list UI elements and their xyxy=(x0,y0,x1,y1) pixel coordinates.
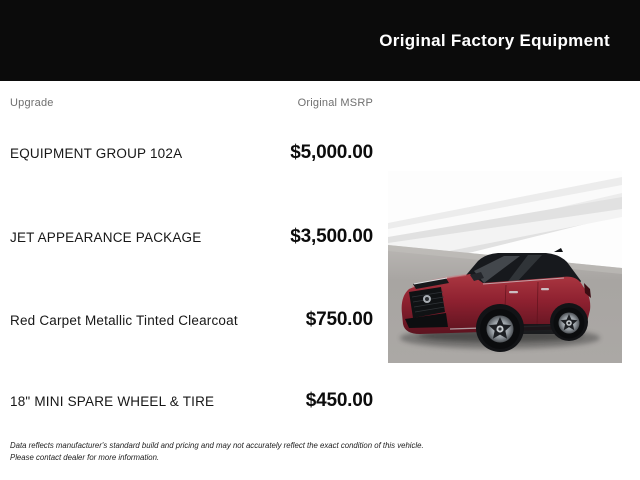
table-row xyxy=(10,390,373,412)
front-wheel xyxy=(480,309,520,349)
table-row xyxy=(10,226,373,248)
column-header-msrp: Original MSRP xyxy=(297,97,373,109)
msrp-value: $3,500.00 xyxy=(290,226,373,247)
page-title: Original Factory Equipment xyxy=(379,30,610,50)
msrp-value: $450.00 xyxy=(305,390,373,411)
vehicle-photo xyxy=(388,171,622,363)
upgrade-label: JET APPEARANCE PACKAGE xyxy=(10,230,202,245)
disclaimer-line-1: Data reflects manufacturer's standard build and pricing and may not accurately reflect the exact condition of this vehicle. xyxy=(10,441,424,450)
vehicle-photo-svg xyxy=(388,171,622,363)
table-row xyxy=(10,142,373,164)
msrp-value: $5,000.00 xyxy=(290,142,373,163)
upgrade-label: Red Carpet Metallic Tinted Clearcoat xyxy=(10,313,238,328)
disclaimer xyxy=(10,440,430,464)
header-bar xyxy=(0,0,640,81)
rear-wheel xyxy=(554,308,585,339)
upgrade-label: 18" MINI SPARE WHEEL & TIRE xyxy=(10,394,215,409)
column-header-upgrade: Upgrade xyxy=(10,97,54,109)
table-column-headers xyxy=(10,97,373,109)
disclaimer-line-2: Please contact dealer for more information. xyxy=(10,453,160,463)
msrp-value: $750.00 xyxy=(305,309,373,330)
upgrade-label: EQUIPMENT GROUP 102A xyxy=(10,146,183,161)
table-row xyxy=(10,309,373,331)
